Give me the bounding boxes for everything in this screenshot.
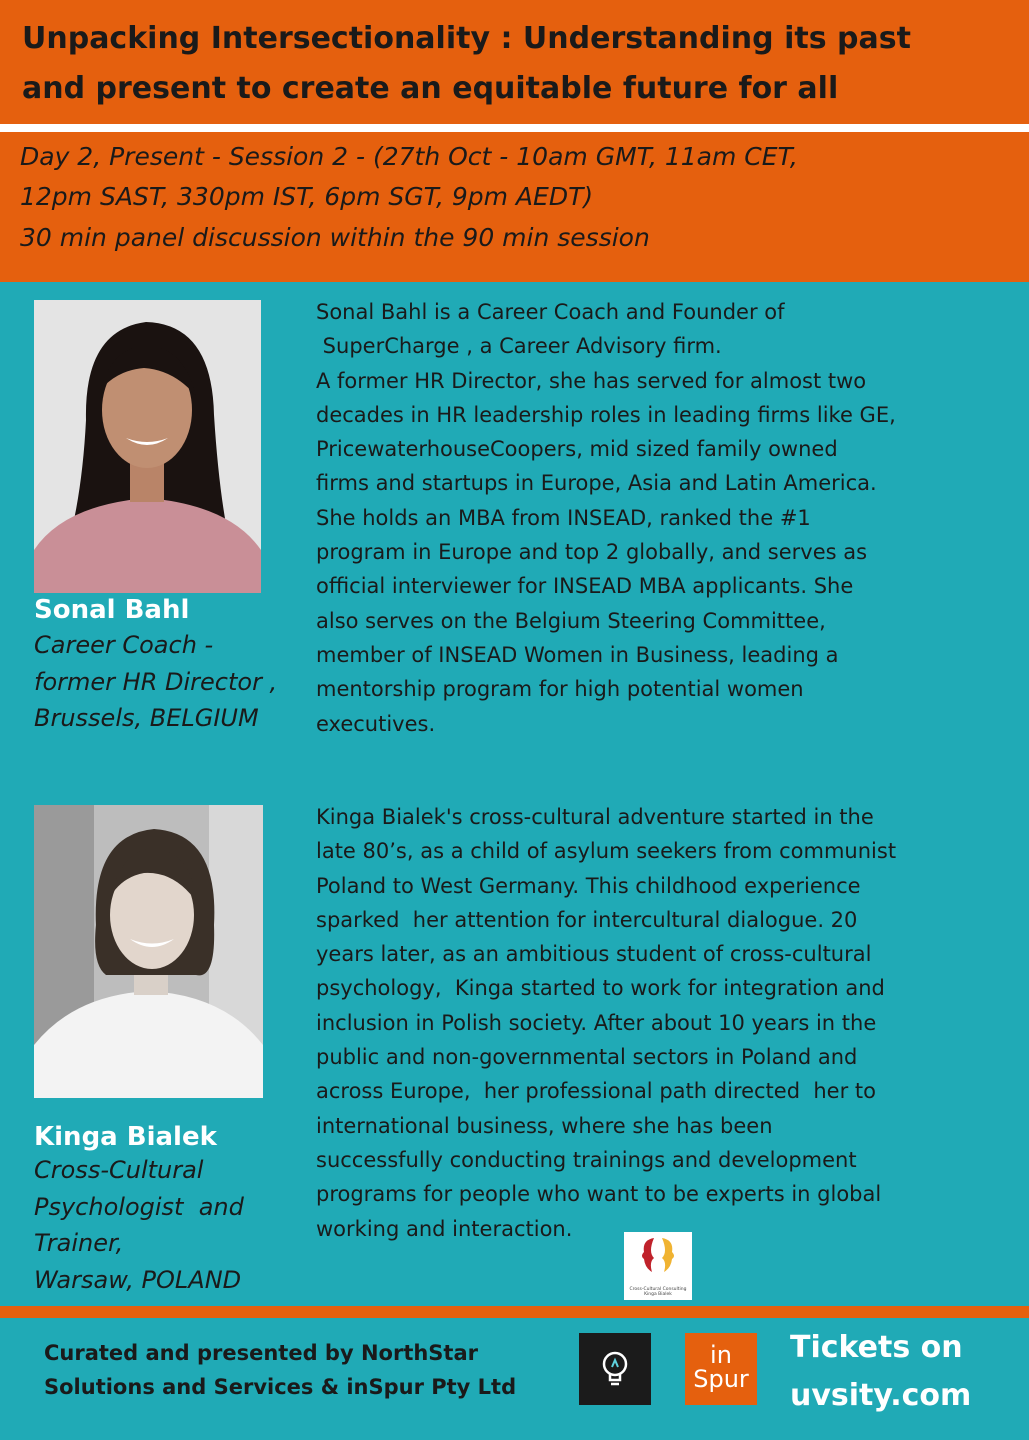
bio-line: mentorship program for high potential women [316, 677, 804, 702]
bio-line: successfully conducting trainings and development [316, 1147, 857, 1172]
portrait-illustration [34, 805, 263, 1098]
bio-line: SuperCharge , a Career Advisory firm. [316, 334, 722, 359]
portrait-illustration [34, 300, 261, 593]
role-line: Warsaw, POLAND [34, 1265, 242, 1294]
role-line: Psychologist and [34, 1192, 244, 1221]
bio-line: working and interaction. [316, 1216, 573, 1241]
bio-line: late 80’s, as a child of asylum seekers from communist [316, 839, 897, 864]
title-line-2: and present to create an equitable future for all [22, 71, 839, 106]
title-line-1: Unpacking Intersectionality : Understanding its past [22, 21, 911, 56]
bio-line: sparked her attention for intercultural dialogue. 20 [316, 907, 858, 932]
speaker-role [34, 627, 324, 737]
curated-line: Solutions and Services & inSpur Pty Ltd [44, 1375, 517, 1399]
speaker-photo-sonal-bahl [34, 300, 261, 593]
inspur-logo-line: Spur [693, 1365, 749, 1393]
bio-line: executives. [316, 711, 436, 736]
session-line-3: 30 min panel discussion within the 90 min session [20, 223, 650, 252]
bio-line: decades in HR leadership roles in leading firms like GE, [316, 402, 896, 427]
footer-divider [0, 1306, 1029, 1318]
header-divider [0, 124, 1029, 132]
bio-line: Kinga Bialek's cross-cultural adventure started in the [316, 805, 874, 829]
northstar-logo [579, 1333, 651, 1405]
bio-line: years later, as an ambitious student of cross-cultural [316, 942, 872, 967]
speaker-role [34, 1152, 324, 1298]
role-line: Cross-Cultural [34, 1156, 204, 1184]
bio-line: Poland to West Germany. This childhood experience [316, 873, 861, 898]
tickets-line: Tickets on [790, 1330, 963, 1365]
lightbulb-icon [579, 1333, 651, 1405]
bio-line: member of INSEAD Women in Business, leading a [316, 642, 839, 667]
inspur-logo-line: in [710, 1341, 732, 1369]
title-banner [0, 0, 1029, 124]
curated-line: Curated and presented by NorthStar [44, 1341, 478, 1365]
bio-line: PricewaterhouseCoopers, mid sized family owned [316, 437, 838, 462]
speaker-bio [316, 800, 1006, 1246]
speaker-bio [316, 295, 1006, 741]
role-line: Trainer, [34, 1229, 124, 1257]
profile-faces-icon [624, 1232, 692, 1282]
speaker-name: Sonal Bahl [34, 595, 190, 625]
role-line: Brussels, BELGIUM [34, 704, 259, 732]
role-line: Career Coach - [34, 631, 214, 659]
bio-line: inclusion in Polish society. After about 10 years in the [316, 1010, 877, 1035]
speaker-name: Kinga Bialek [34, 1122, 217, 1152]
tickets-url[interactable]: uvsity.com [790, 1378, 972, 1413]
bio-line: Sonal Bahl is a Career Coach and Founder of [316, 300, 785, 324]
speaker-photo-kinga-bialek [34, 805, 263, 1098]
page-title [22, 14, 1012, 114]
bio-line: A former HR Director, she has served for almost two [316, 368, 867, 393]
bio-line: across Europe, her professional path directed her to [316, 1079, 876, 1104]
cross-cultural-consulting-logo [624, 1232, 692, 1300]
session-line-2: 12pm SAST, 330pm IST, 6pm SGT, 9pm AEDT) [20, 182, 594, 211]
consulting-logo-line: Kinga Bialek [644, 1292, 672, 1297]
bio-line: firms and startups in Europe, Asia and Latin America. [316, 471, 877, 496]
bio-line: also serves on the Belgium Steering Committee, [316, 608, 826, 633]
bio-line: programs for people who want to be experts in global [316, 1182, 882, 1207]
role-line: former HR Director , [34, 667, 278, 696]
bio-line: She holds an MBA from INSEAD, ranked the #1 [316, 505, 811, 530]
bio-line: public and non-governmental sectors in Poland and [316, 1045, 858, 1070]
consulting-logo-text [624, 1287, 692, 1297]
consulting-logo-line: Cross-Cultural Consulting [629, 1287, 687, 1292]
session-line-1: Day 2, Present - Session 2 - (27th Oct - 10am GMT, 11am CET, [20, 142, 798, 171]
inspur-logo [685, 1333, 757, 1405]
bio-line: official interviewer for INSEAD MBA applicants. She [316, 574, 854, 599]
session-banner [0, 132, 1029, 282]
bio-line: program in Europe and top 2 globally, and serves as [316, 540, 868, 565]
bio-line: international business, where she has been [316, 1113, 773, 1138]
tickets-info [790, 1324, 1010, 1420]
curated-by-text [44, 1336, 564, 1404]
bio-line: psychology, Kinga started to work for integration and [316, 976, 885, 1001]
